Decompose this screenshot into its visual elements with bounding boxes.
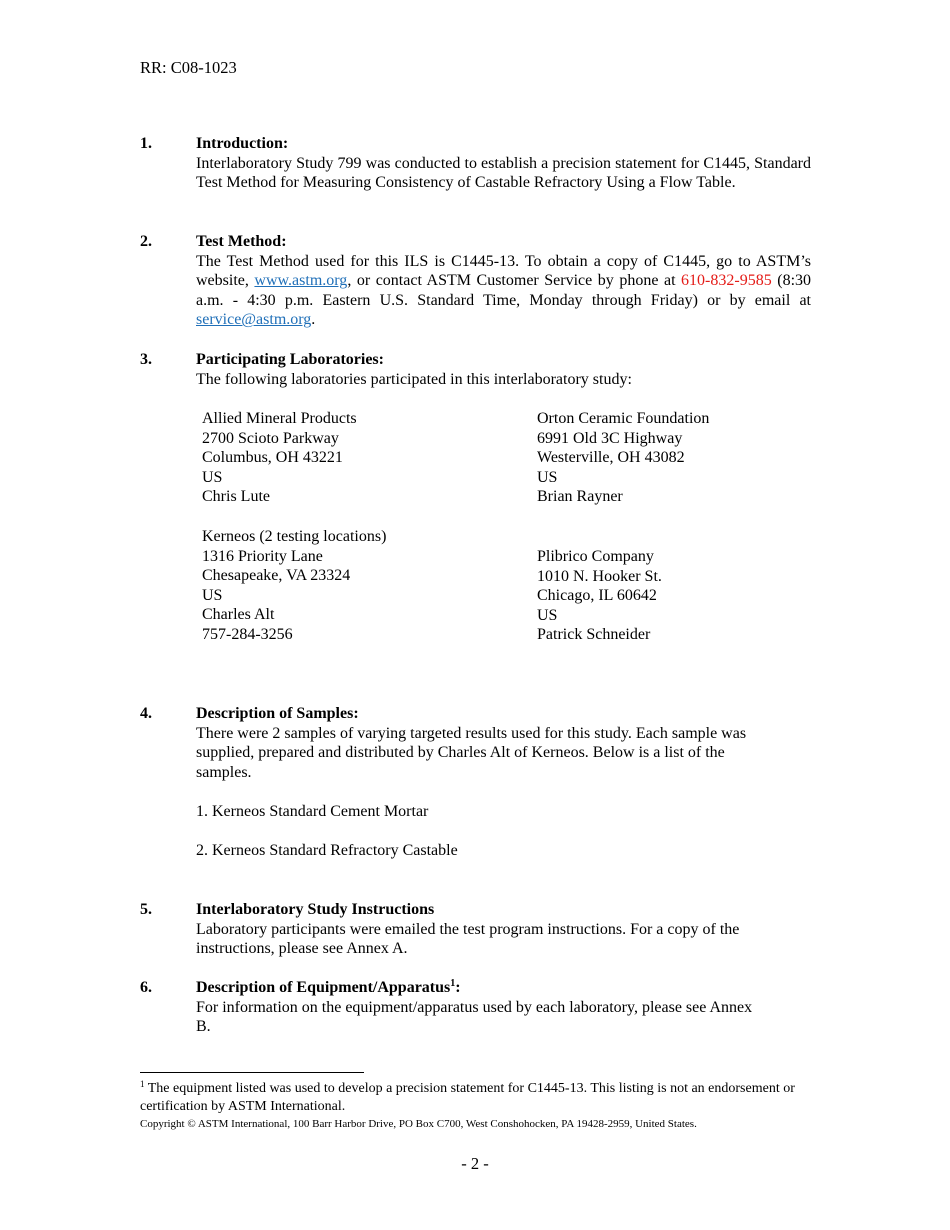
sample-list-item: 2. Kerneos Standard Refractory Castable: [196, 842, 458, 859]
lab-name: Allied Mineral Products: [202, 410, 357, 427]
section-title: Description of Equipment/Apparatus$^1$:: [196, 978, 461, 996]
lab-city: Columbus, OH 43221: [202, 449, 343, 467]
section-description-of-samples: [140, 704, 811, 782]
lab-phone: 757-284-3256: [202, 625, 293, 643]
sample-list-item: 1. Kerneos Standard Cement Mortar: [196, 803, 429, 820]
lab-name: Plibrico Company: [537, 548, 654, 565]
lab-name: Orton Ceramic Foundation: [537, 410, 710, 427]
lab-plibrico-company: [537, 547, 662, 645]
footnote-reference[interactable]: 1: [450, 978, 456, 989]
lab-contact: Brian Rayner: [537, 488, 623, 506]
section-test-method: [140, 232, 811, 330]
copyright-notice: Copyright © ASTM International, 100 Barr Harbor Drive, PO Box C700, West Conshohocken, PA 19428-2959, United States.: [140, 1118, 697, 1130]
lab-orton-ceramic-foundation: [537, 409, 709, 507]
lab-country: US: [202, 586, 223, 604]
section-number: 1.: [140, 135, 152, 152]
section-number: 3.: [140, 351, 152, 368]
footnote-marker: 1: [140, 1079, 145, 1089]
section-participating-laboratories: [140, 350, 811, 389]
section-text-line: supplied, prepared and distributed by Charles Alt of Kerneos. Below is a list of the: [196, 744, 725, 762]
lab-city: Chicago, IL 60642: [537, 587, 657, 605]
section-title: Description of Samples:: [196, 705, 359, 722]
lab-country: US: [537, 468, 558, 486]
service-email-link[interactable]: service@astm.org: [196, 311, 312, 329]
footnote-text: The equipment listed was used to develop a precision statement for C1445-13. This listing is not an endorsement or certification by ASTM International.: [140, 1081, 795, 1114]
lab-contact: Patrick Schneider: [537, 626, 651, 644]
lab-country: US: [202, 468, 223, 486]
section-title: Introduction:: [196, 135, 289, 152]
section-introduction: [140, 134, 811, 193]
section-text-line: Laboratory participants were emailed the test program instructions. For a copy of the: [196, 920, 740, 938]
lab-street: 1316 Priority Lane: [202, 547, 323, 565]
report-id-header: RR: C08-1023: [140, 58, 237, 77]
page-number: - 2 -: [461, 1154, 489, 1173]
section-title: Participating Laboratories:: [196, 351, 384, 368]
section-text-line: instructions, please see Annex A.: [196, 940, 408, 958]
lab-allied-mineral-products: [202, 409, 357, 507]
lab-city: Chesapeake, VA 23324: [202, 567, 351, 585]
lab-street: 1010 N. Hooker St.: [537, 567, 662, 585]
astm-website-link[interactable]: www.astm.org: [254, 272, 348, 290]
section-title: Test Method:: [196, 233, 287, 250]
section-text-line: For information on the equipment/apparatus used by each laboratory, please see Annex: [196, 998, 753, 1016]
footnote: [140, 1080, 810, 1116]
section-number: 4.: [140, 705, 152, 722]
section-text-line: samples.: [196, 763, 252, 781]
lab-city: Westerville, OH 43082: [537, 449, 685, 467]
lab-contact: Chris Lute: [202, 488, 270, 506]
section-text-line: B.: [196, 1018, 211, 1036]
customer-service-phone: 610-832-9585: [681, 272, 772, 290]
section-number: 2.: [140, 233, 152, 250]
lab-country: US: [537, 606, 558, 624]
lab-name: Kerneos (2 testing locations): [202, 528, 387, 545]
lab-street: 6991 Old 3C Highway: [537, 429, 683, 447]
lab-contact: Charles Alt: [202, 606, 275, 624]
footnote-divider: [140, 1072, 364, 1073]
section-text: The following laboratories participated in this interlaboratory study:: [196, 370, 632, 388]
section-text-line: There were 2 samples of varying targeted results used for this study. Each sample was: [196, 724, 747, 742]
section-text: The Test Method used for this ILS is C1445-13. To obtain a copy of C1445, go to ASTM’s website, www.astm.org, or contact ASTM Customer Service by phone at 610-832-9585 (8:30 a.m. - 4:30 p.m. Eastern U.S. Standard Time, Monday through Friday) or by email at service@astm.org.: [196, 252, 812, 329]
section-number: 5.: [140, 901, 152, 918]
lab-street: 2700 Scioto Parkway: [202, 429, 339, 447]
section-number: 6.: [140, 979, 152, 996]
section-text: Interlaboratory Study 799 was conducted to establish a precision statement for C1445, Standard Test Method for Measuring Consistency of Castable Refractory Using a Flow Table.: [196, 154, 811, 192]
section-title: Interlaboratory Study Instructions: [196, 901, 435, 918]
section-equipment-apparatus: [140, 978, 811, 1037]
section-study-instructions: [140, 900, 811, 959]
lab-kerneos: [202, 527, 386, 645]
